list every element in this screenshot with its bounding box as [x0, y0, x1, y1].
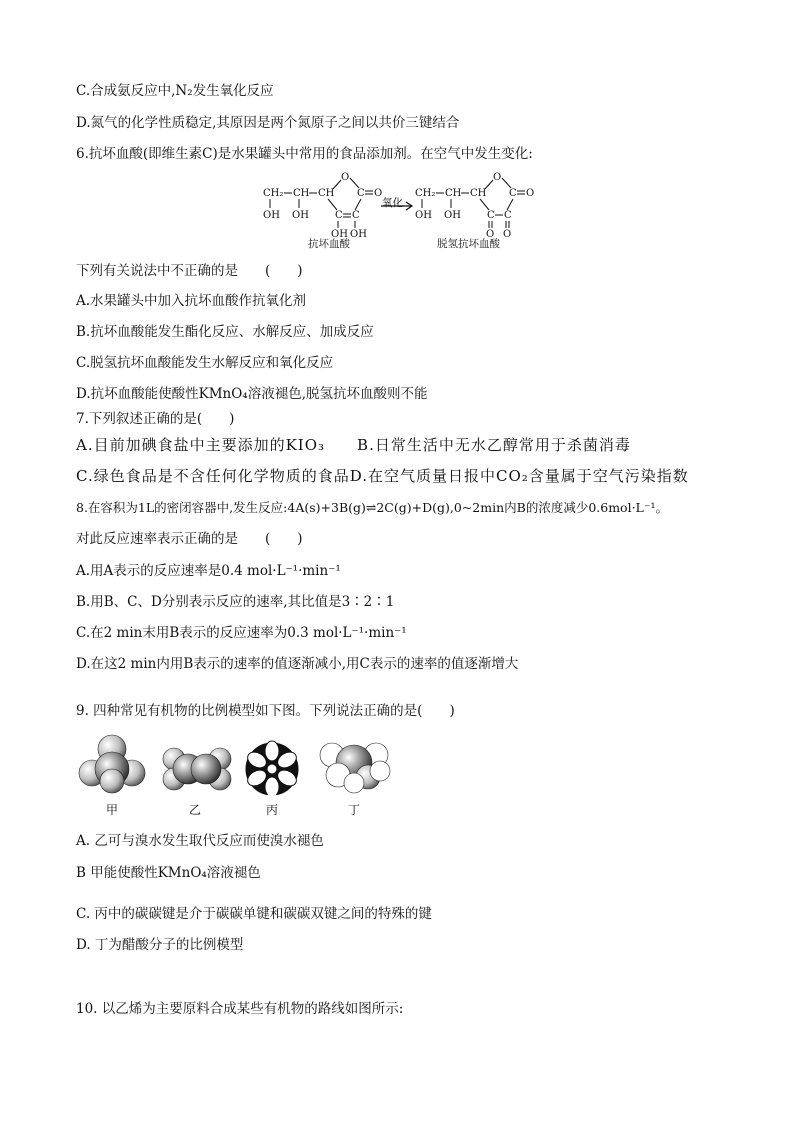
ascorbic-acid-reaction-diagram	[255, 170, 545, 250]
q7-stem: 7.下列叙述正确的是( )	[76, 411, 235, 427]
svg-text:O: O	[341, 172, 350, 183]
q6-option-b: B.抗坏血酸能发生酯化反应、水解反应、加成反应	[76, 324, 374, 340]
svg-text:C: C	[335, 210, 343, 221]
svg-text:C: C	[352, 210, 360, 221]
q6-option-a: A.水果罐头中加入抗坏血酸作抗氧化剂	[76, 293, 307, 309]
dehydroascorbic-acid-structure	[415, 172, 534, 240]
model-label-jia: 甲	[106, 803, 119, 817]
q9-option-a: A. 乙可与溴水发生取代反应而使溴水褪色	[76, 833, 324, 849]
svg-text:CH: CH	[293, 188, 310, 199]
svg-text:C: C	[357, 188, 365, 199]
ascorbic-acid-label: 抗坏血酸	[308, 238, 350, 250]
q6-question: 下列有关说法中不正确的是 ( )	[76, 263, 303, 279]
q6-stem: 6.抗坏血酸(即维生素C)是水果罐头中常用的食品添加剂。在空气中发生变化:	[76, 146, 533, 162]
svg-text:C: C	[487, 210, 495, 221]
svg-text:CH: CH	[318, 188, 335, 199]
svg-text:OH: OH	[331, 229, 348, 240]
q7-options-row-1: A.目前加碘食盐中主要添加的KIO₃ B.日常生活中无水乙醇常用于杀菌消毒	[76, 436, 631, 454]
dehydroascorbic-acid-label: 脱氢抗坏血酸	[437, 238, 500, 250]
svg-text:OH: OH	[292, 210, 309, 221]
q9-option-c: C. 丙中的碳碳键是介于碳碳单键和碳碳双键之间的特殊的键	[76, 906, 432, 922]
q8-option-b: B.用B、C、D分别表示反应的速率,其比值是3∶2∶1	[76, 594, 395, 610]
svg-text:O: O	[374, 188, 383, 199]
svg-text:OH: OH	[350, 229, 367, 240]
q8-option-c: C.在2 min末用B表示的反应速率为0.3 mol·L⁻¹·min⁻¹	[76, 625, 407, 641]
svg-text:O: O	[486, 229, 495, 240]
svg-text:OH: OH	[263, 210, 280, 221]
reaction-reagent-label: 氧化	[382, 197, 403, 209]
svg-text:O: O	[526, 188, 535, 199]
q9-option-d: D. 丁为醋酸分子的比例模型	[76, 937, 244, 953]
q7-options-row-2: C.绿色食品是不含任何化学物质的食品D.在空气质量日报中CO₂含量属于空气污染指数	[76, 467, 689, 485]
model-label-ding: 丁	[348, 803, 361, 817]
q8-question: 对此反应速率表示正确的是 ( )	[76, 531, 303, 547]
q10-stem: 10. 以乙烯为主要原料合成某些有机物的路线如图所示:	[76, 1001, 404, 1017]
svg-text:CH: CH	[445, 188, 462, 199]
model-bing	[245, 741, 299, 795]
svg-text:C: C	[509, 188, 517, 199]
svg-text:O: O	[503, 229, 512, 240]
q6-option-c: C.脱氢抗坏血酸能发生水解反应和氧化反应	[76, 355, 334, 371]
q8-stem: 8.在容积为1L的密闭容器中,发生反应:4A(s)+3B(g)⇌2C(g)+D(g),0~2min内B的浓度减少0.6mol·L⁻¹。	[76, 500, 668, 515]
svg-text:OH: OH	[444, 210, 461, 221]
ascorbic-acid-structure	[263, 172, 382, 240]
model-ding	[320, 743, 390, 793]
model-label-bing: 丙	[266, 803, 279, 817]
model-label-yi: 乙	[189, 803, 202, 817]
q5-option-d: D.氮气的化学性质稳定,其原因是两个氮原子之间以共价三键结合	[76, 115, 460, 131]
space-filling-models	[76, 733, 396, 795]
svg-text:C: C	[504, 210, 512, 221]
q9-stem: 9. 四种常见有机物的比例模型如下图。下列说法正确的是( )	[76, 703, 455, 719]
svg-text:CH₂: CH₂	[415, 188, 436, 199]
q8-option-d: D.在这2 min内用B表示的速率的值逐渐减小,用C表示的速率的值逐渐增大	[76, 656, 519, 672]
svg-text:OH: OH	[415, 210, 432, 221]
model-yi	[163, 748, 231, 790]
model-jia	[79, 735, 145, 793]
q5-option-c: C.合成氨反应中,N₂发生氧化反应	[76, 83, 274, 99]
svg-text:O: O	[493, 172, 502, 183]
q6-option-d: D.抗坏血酸能使酸性KMnO₄溶液褪色,脱氢抗坏血酸则不能	[76, 386, 428, 402]
q9-option-b: B 甲能使酸性KMnO₄溶液褪色	[76, 865, 261, 881]
svg-text:CH: CH	[470, 188, 487, 199]
svg-text:CH₂: CH₂	[263, 188, 284, 199]
q8-option-a: A.用A表示的反应速率是0.4 mol·L⁻¹·min⁻¹	[76, 563, 341, 579]
